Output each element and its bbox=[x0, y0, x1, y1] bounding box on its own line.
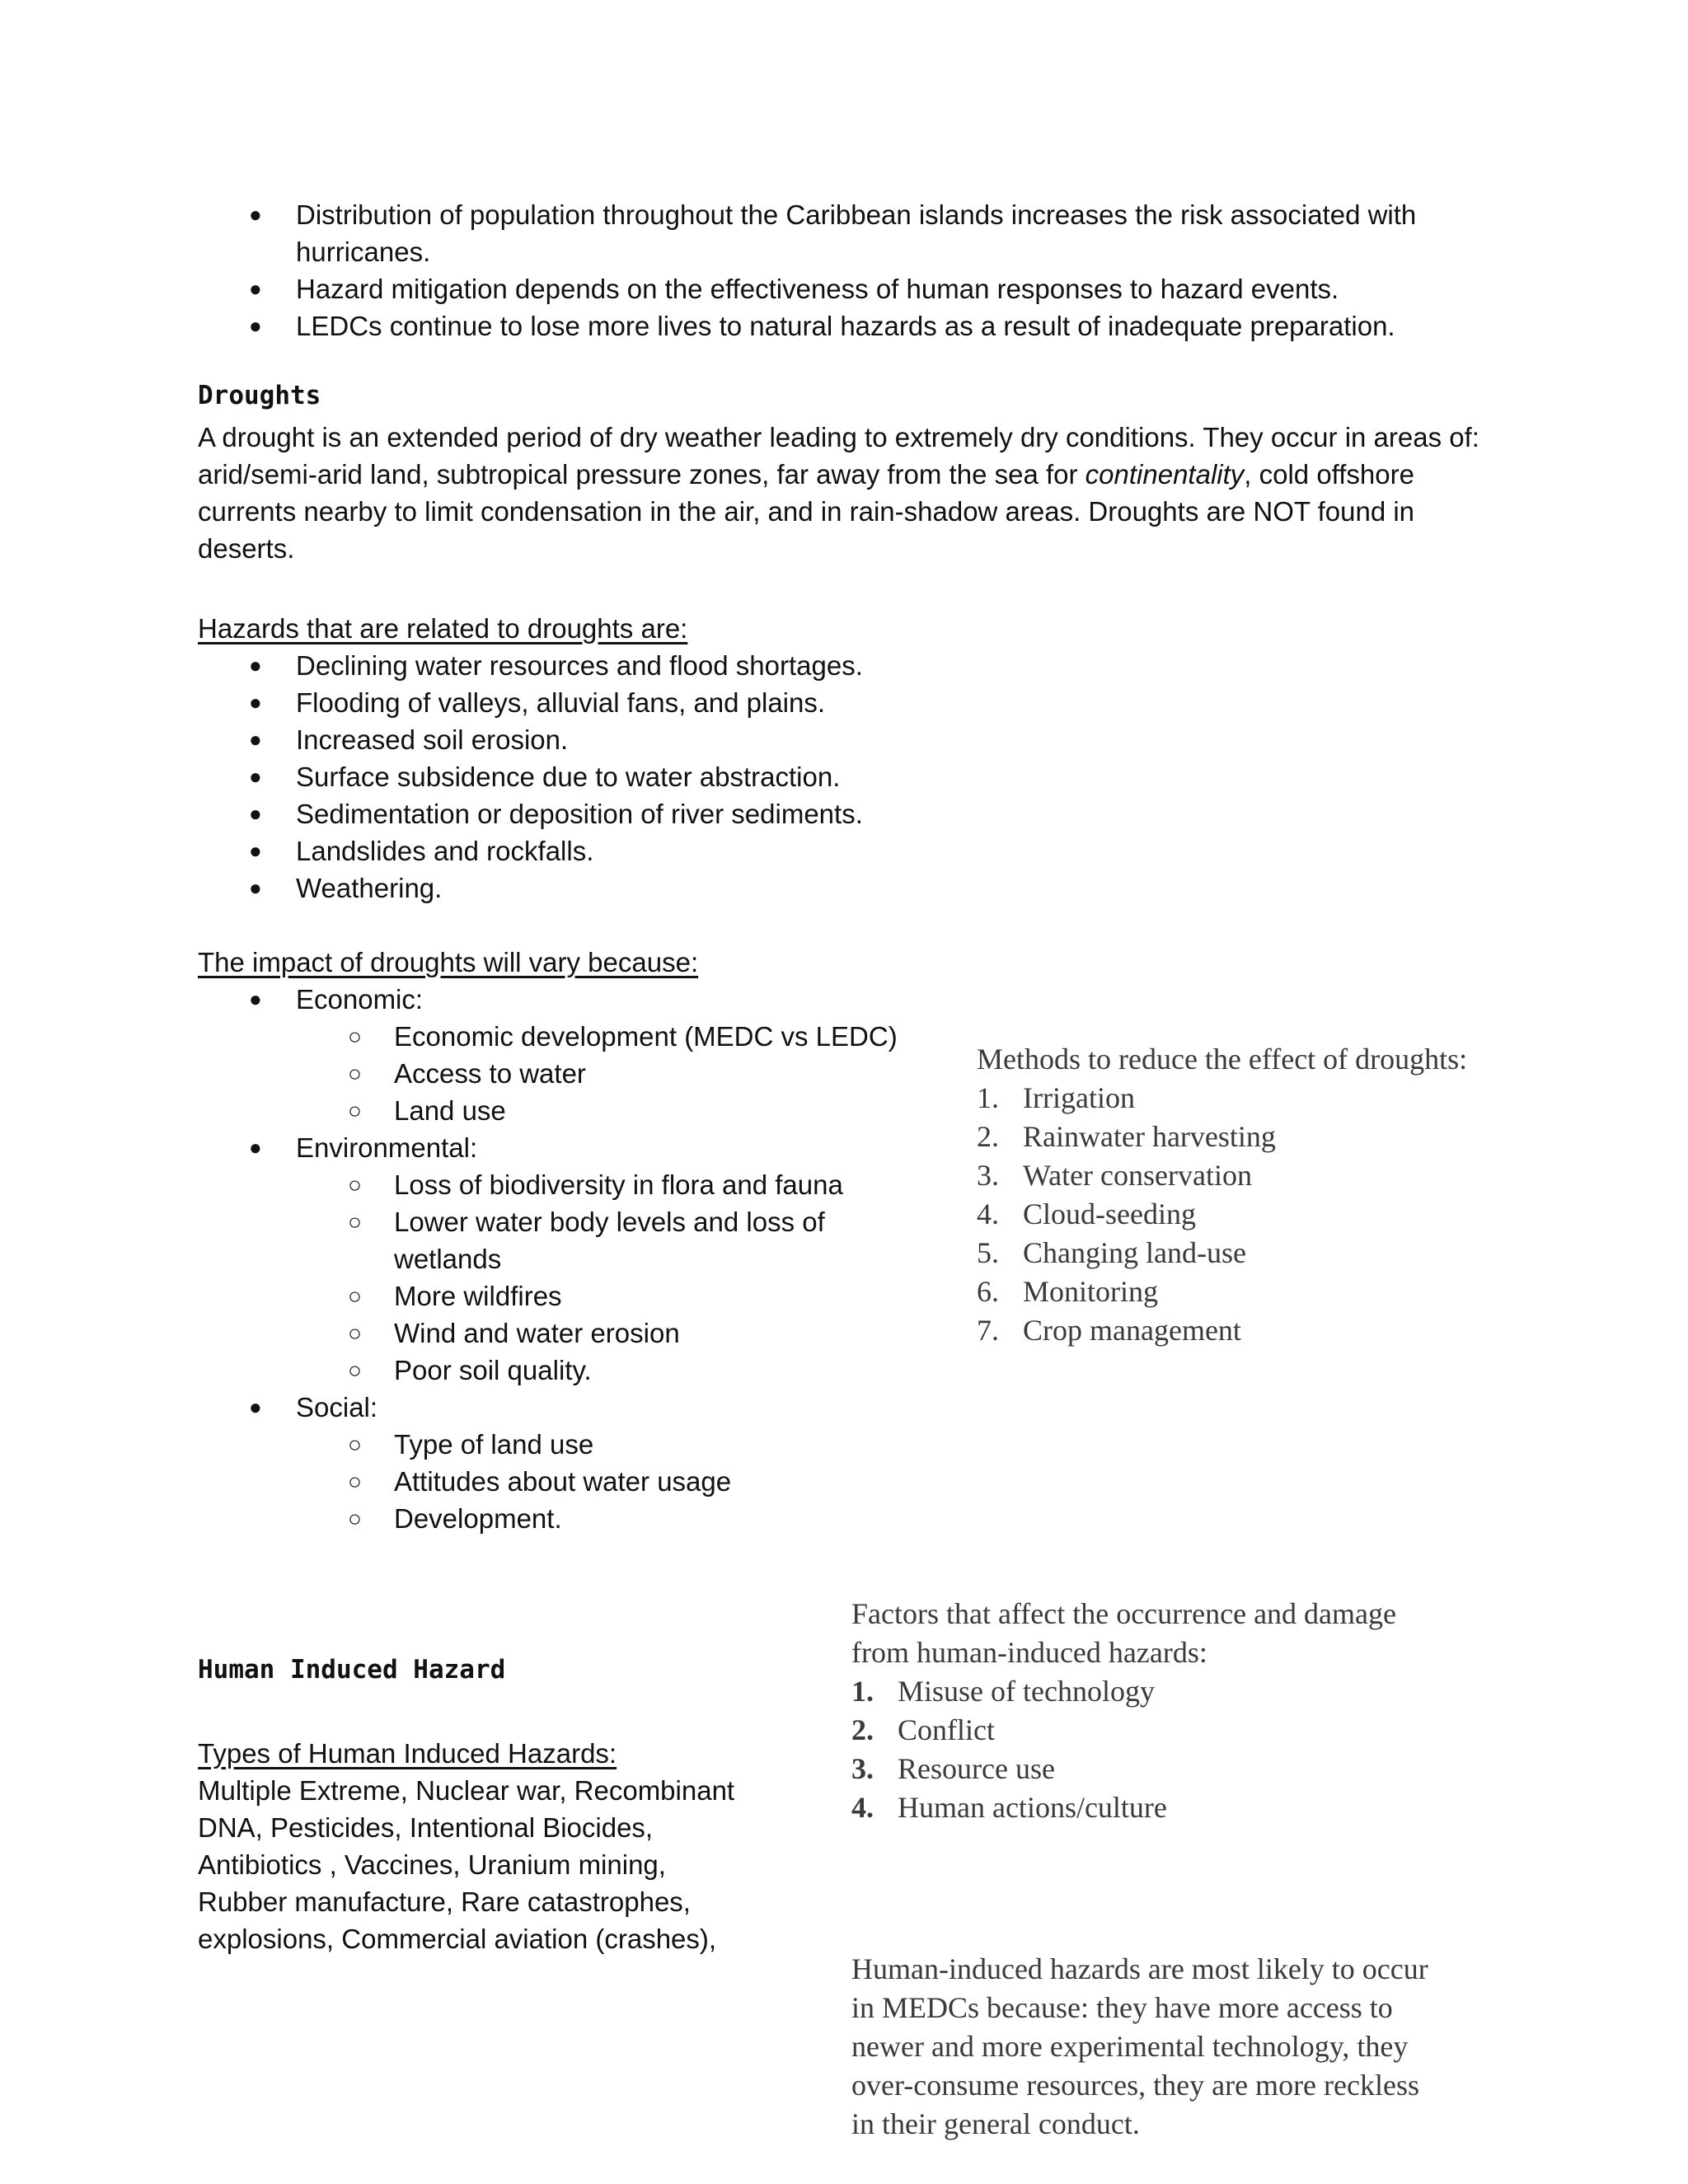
circle-bullet-icon: ○ bbox=[348, 1469, 362, 1494]
circle-bullet-icon: ○ bbox=[348, 1098, 362, 1123]
droughts-heading: Droughts bbox=[198, 381, 321, 410]
list-item: ● LEDCs continue to lose more lives to natural hazards as a result of inadequate preparation. bbox=[198, 307, 1500, 344]
circle-bullet-icon: ○ bbox=[348, 1024, 362, 1049]
bullet-icon: ● bbox=[249, 838, 262, 863]
bullet-icon: ● bbox=[249, 202, 262, 227]
factors-box: Factors that affect the occurrence and damage from human-induced hazards: 1. Misuse of technology 2. Conflict 3. Resource use 4. Human actions/culture bbox=[851, 1595, 1527, 1827]
bullet-icon: ● bbox=[249, 653, 262, 677]
social-sublist bbox=[198, 1426, 923, 1537]
list-item: ● Social: bbox=[198, 1389, 923, 1426]
economic-sublist bbox=[198, 1018, 923, 1129]
list-item: ○ Loss of biodiversity in flora and fauna bbox=[198, 1166, 857, 1203]
circle-bullet-icon: ○ bbox=[348, 1506, 362, 1531]
list-item: ○ Type of land use bbox=[198, 1426, 923, 1463]
bullet-icon: ● bbox=[249, 276, 262, 301]
bullet-icon: ● bbox=[249, 690, 262, 715]
list-item: 3. Resource use bbox=[851, 1752, 1055, 1785]
droughts-paragraph: A drought is an extended period of dry weather leading to extremely dry conditions. They occur in areas of: arid/semi-arid land, subtropical pressure zones, far away from the sea for continentality, cold offshore currents nearby to limit condensation in the air, and in rain-shadow areas. Droughts are NOT found in deserts. bbox=[198, 422, 1479, 564]
impact-list-social bbox=[198, 1389, 923, 1426]
list-item: 5. Changing land-use bbox=[977, 1236, 1246, 1269]
list-item: ● Hazard mitigation depends on the effectiveness of human responses to hazard events. bbox=[198, 270, 1500, 307]
list-item: ● Landslides and rockfalls. bbox=[198, 832, 1022, 869]
factors-list bbox=[851, 1672, 1527, 1827]
methods-title: Methods to reduce the effect of droughts: bbox=[977, 1043, 1468, 1076]
list-item: ○ Wind and water erosion bbox=[198, 1315, 857, 1352]
circle-bullet-icon: ○ bbox=[348, 1061, 362, 1086]
bullet-icon: ● bbox=[249, 1135, 262, 1160]
hazards-list bbox=[198, 647, 1022, 907]
list-item: 1. Misuse of technology bbox=[851, 1675, 1155, 1708]
list-item: ● Flooding of valleys, alluvial fans, and plains. bbox=[198, 684, 1022, 721]
circle-bullet-icon: ○ bbox=[348, 1172, 362, 1197]
bullet-icon: ● bbox=[249, 875, 262, 900]
list-item: ● Increased soil erosion. bbox=[198, 721, 1022, 758]
methods-list bbox=[977, 1079, 1521, 1350]
bullet-icon: ● bbox=[249, 801, 262, 826]
list-item: 1. Irrigation bbox=[977, 1081, 1135, 1114]
list-item: ● Surface subsidence due to water abstraction. bbox=[198, 758, 1022, 795]
medc-box: Human-induced hazards are most likely to occur in MEDCs because: they have more access to newer and more experimental technology, they over-consume resources, they are more reckless in their general conduct. bbox=[851, 1952, 1428, 2140]
list-item: ● Declining water resources and flood shortages. bbox=[198, 647, 1022, 684]
bullet-icon: ● bbox=[249, 313, 262, 338]
list-item: 7. Crop management bbox=[977, 1314, 1241, 1347]
circle-bullet-icon: ○ bbox=[348, 1432, 362, 1457]
intro-bullet-list bbox=[198, 196, 1500, 344]
list-item: 2. Rainwater harvesting bbox=[977, 1120, 1276, 1153]
list-item: ● Weathering. bbox=[198, 869, 1022, 907]
list-item: ○ Development. bbox=[198, 1500, 923, 1537]
bullet-icon: ● bbox=[249, 764, 262, 789]
list-item: ○ More wildfires bbox=[198, 1277, 857, 1315]
list-item: ○ Attitudes about water usage bbox=[198, 1463, 923, 1500]
list-item: ● Environmental: bbox=[198, 1129, 923, 1166]
types-title: Types of Human Induced Hazards: bbox=[198, 1738, 617, 1769]
circle-bullet-icon: ○ bbox=[348, 1283, 362, 1309]
bullet-icon: ● bbox=[249, 987, 262, 1011]
list-item: 6. Monitoring bbox=[977, 1275, 1159, 1308]
circle-bullet-icon: ○ bbox=[348, 1357, 362, 1383]
impact-title: The impact of droughts will vary because: bbox=[198, 947, 699, 977]
list-item: ● Economic: bbox=[198, 981, 923, 1018]
list-item: ○ Land use bbox=[198, 1092, 923, 1129]
bullet-icon: ● bbox=[249, 1394, 262, 1419]
list-item: ● Distribution of population throughout the Caribbean islands increases the risk associated with hurricanes. bbox=[198, 196, 1500, 270]
human-hazard-heading: Human Induced Hazard bbox=[198, 1655, 506, 1685]
list-item: ○ Lower water body levels and loss of wetlands bbox=[198, 1203, 864, 1277]
list-item: 4. Cloud-seeding bbox=[977, 1197, 1196, 1230]
drought-methods-box bbox=[977, 1040, 1521, 1350]
list-item: ○ Poor soil quality. bbox=[198, 1352, 857, 1389]
list-item: ○ Access to water bbox=[198, 1055, 923, 1092]
hazards-title: Hazards that are related to droughts are: bbox=[198, 613, 688, 644]
environmental-sublist bbox=[198, 1166, 857, 1389]
impact-list-environmental bbox=[198, 1129, 923, 1166]
list-item: 2. Conflict bbox=[851, 1713, 995, 1746]
types-paragraph: Multiple Extreme, Nuclear war, Recombinant DNA, Pesticides, Intentional Biocides, Antibiotics , Vaccines, Uranium mining, Rubber manufacture, Rare catastrophes, explosions, Commercial aviation (crashes), bbox=[198, 1775, 735, 1954]
list-item: ○ Economic development (MEDC vs LEDC) bbox=[198, 1018, 923, 1055]
circle-bullet-icon: ○ bbox=[348, 1209, 362, 1235]
bullet-icon: ● bbox=[249, 727, 262, 752]
list-item: 4. Human actions/culture bbox=[851, 1791, 1167, 1824]
impact-list bbox=[198, 981, 923, 1018]
circle-bullet-icon: ○ bbox=[348, 1320, 362, 1346]
list-item: ● Sedimentation or deposition of river sediments. bbox=[198, 795, 1022, 832]
list-item: 3. Water conservation bbox=[977, 1159, 1252, 1192]
